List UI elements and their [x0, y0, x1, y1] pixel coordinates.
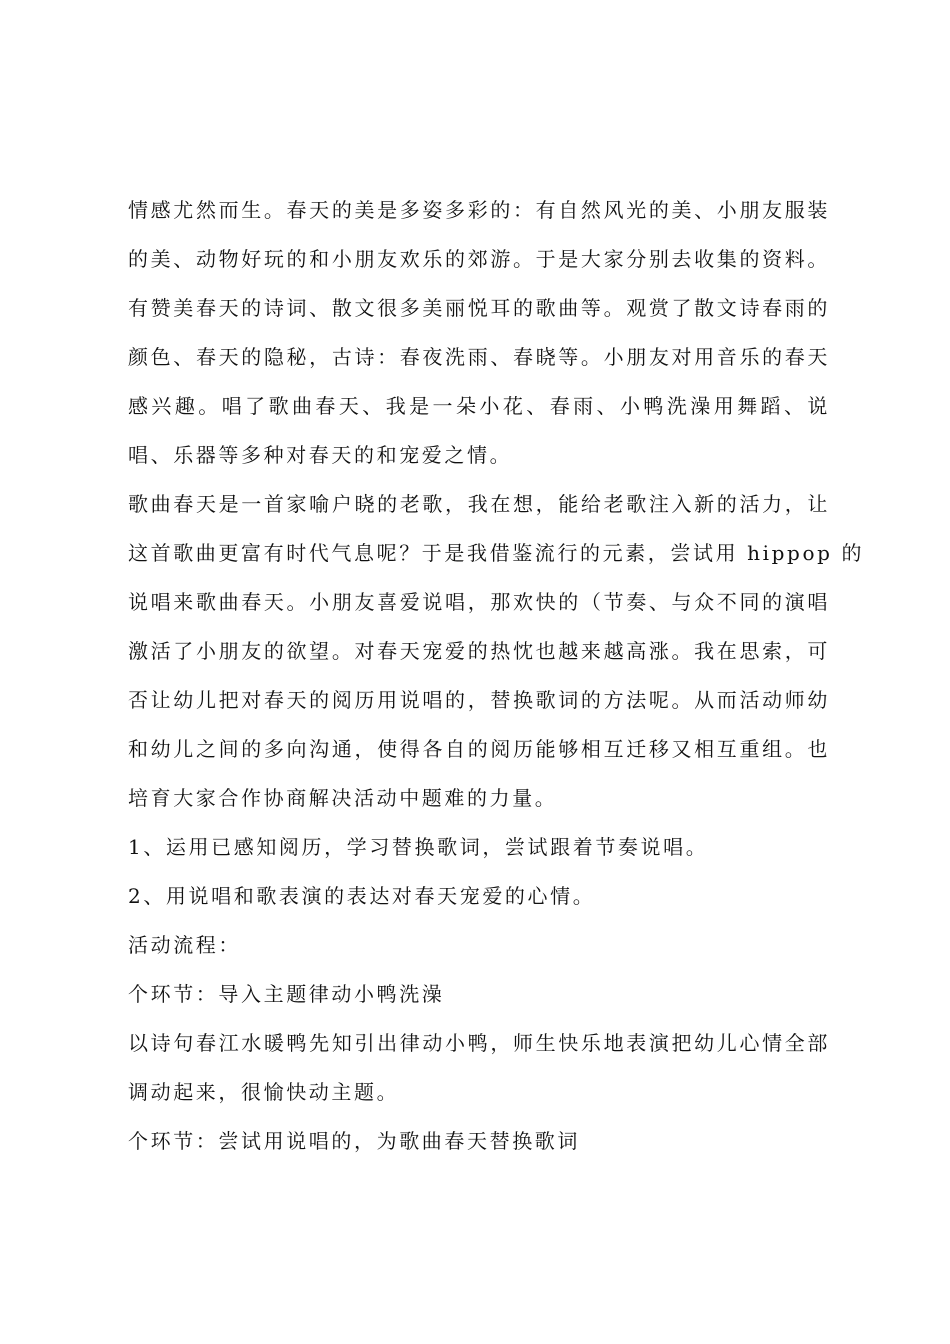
text-line: 1、运用已感知阅历，学习替换歌词，尝试跟着节奏说唱。 — [128, 835, 709, 859]
text-line: 情感尤然而生。春天的美是多姿多彩的：有自然风光的美、小朋友服装 — [128, 198, 830, 222]
goal-item-1 — [128, 823, 830, 872]
section-heading-activity-flow — [128, 921, 830, 970]
text-line: 说唱来歌曲春天。小朋友喜爱说唱，那欢快的（节奏、与众不同的演唱 — [128, 590, 830, 614]
goal-item-2 — [128, 872, 830, 921]
text-line: 活动流程： — [128, 933, 241, 957]
text-line: 调动起来，很愉快动主题。 — [128, 1080, 400, 1104]
text-line: 激活了小朋友的欲望。对春天宠爱的热忱也越来越高涨。我在思索，可 — [128, 639, 830, 663]
text-line: 这首歌曲更富有时代气息呢？于是我借鉴流行的元素，尝试用 hippop 的 — [128, 541, 865, 565]
text-line: 和幼儿之间的多向沟通，使得各自的阅历能够相互迁移又相互重组。也 — [128, 737, 830, 761]
paragraph-step-1 — [128, 1019, 830, 1117]
text-line: 个环节：导入主题律动小鸭洗澡 — [128, 982, 445, 1006]
document-body — [128, 186, 865, 1166]
paragraph-spring-beauty — [128, 186, 830, 480]
paragraph-song-spring — [128, 480, 865, 823]
text-line: 培育大家合作协商解决活动中题难的力量。 — [128, 786, 558, 810]
text-line: 歌曲春天是一首家喻户晓的老歌，我在想，能给老歌注入新的活力，让 — [128, 492, 830, 516]
text-line: 个环节：尝试用说唱的，为歌曲春天替换歌词 — [128, 1129, 580, 1153]
text-line: 颜色、春天的隐秘，古诗：春夜洗雨、春晓等。小朋友对用音乐的春天 — [128, 345, 830, 369]
text-line: 否让幼儿把对春天的阅历用说唱的，替换歌词的方法呢。从而活动师幼 — [128, 688, 830, 712]
step-heading-1 — [128, 970, 830, 1019]
text-line: 唱、乐器等多种对春天的和宠爱之情。 — [128, 443, 513, 467]
text-line: 感兴趣。唱了歌曲春天、我是一朵小花、春雨、小鸭洗澡用舞蹈、说 — [128, 394, 830, 418]
text-line: 2、用说唱和歌表演的表达对春天宠爱的心情。 — [128, 884, 596, 908]
text-line: 的美、动物好玩的和小朋友欢乐的郊游。于是大家分别去收集的资料。 — [128, 247, 830, 271]
step-heading-2 — [128, 1117, 830, 1166]
text-line: 有赞美春天的诗词、散文很多美丽悦耳的歌曲等。观赏了散文诗春雨的 — [128, 296, 830, 320]
text-line: 以诗句春江水暖鸭先知引出律动小鸭，师生快乐地表演把幼儿心情全部 — [128, 1031, 830, 1055]
